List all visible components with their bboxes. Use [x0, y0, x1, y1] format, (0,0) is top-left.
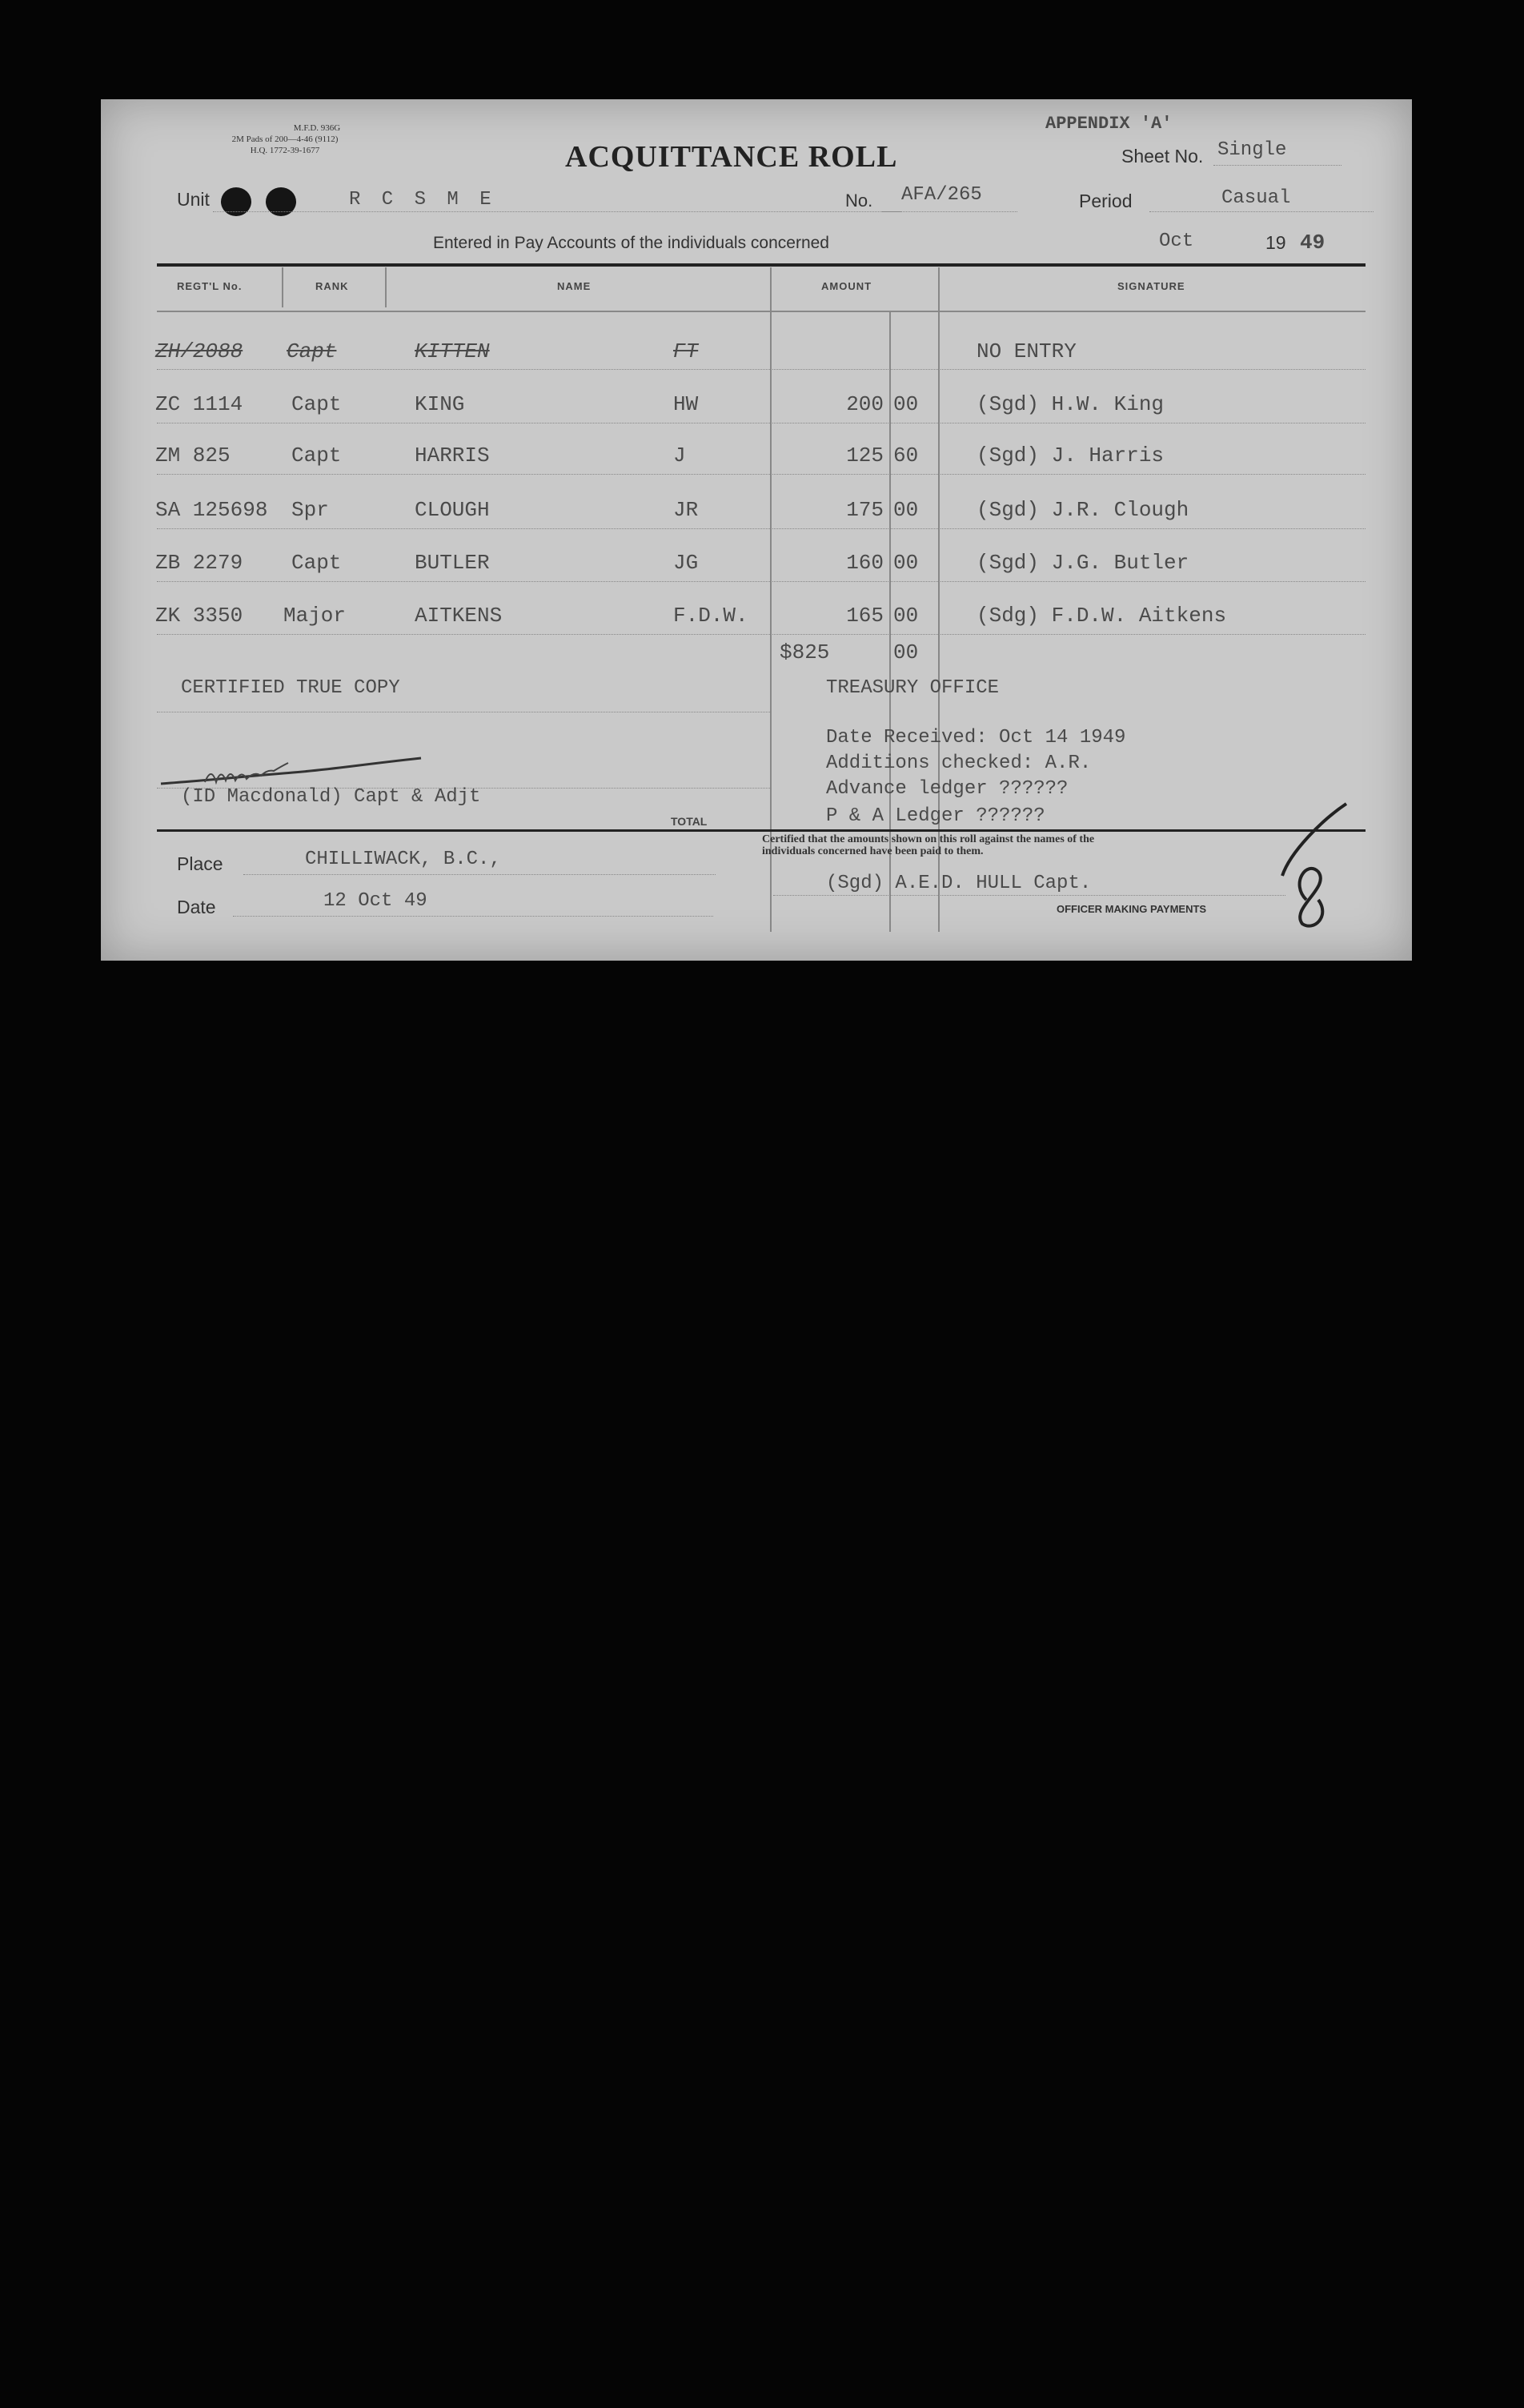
surname: CLOUGH: [415, 498, 490, 522]
amount-dollars: 175: [846, 498, 884, 522]
table-row: [101, 596, 1412, 644]
amount-cents: 00: [893, 551, 919, 575]
officer-label: OFFICER MAKING PAYMENTS: [1057, 903, 1207, 915]
place-label: Place: [177, 853, 223, 874]
date-received: Date Received: Oct 14 1949: [826, 727, 1126, 748]
advance-ledger: Advance ledger ??????: [826, 778, 1069, 800]
amount-cents: 60: [893, 443, 919, 468]
surname: KING: [415, 392, 465, 416]
form-id: M.F.D. 936G: [293, 123, 341, 133]
table-row: [101, 384, 1412, 432]
signature: (Sgd) H.W. King: [977, 392, 1165, 416]
appendix-label: APPENDIX 'A': [1045, 114, 1173, 134]
amount-dollars: 165: [846, 604, 884, 628]
unit-label: Unit: [177, 189, 210, 210]
sheet-no-value: Single: [1217, 139, 1287, 161]
rank: Spr: [291, 498, 329, 522]
date-label: Date: [177, 897, 216, 917]
surname: HARRIS: [415, 443, 490, 468]
col-header-regtl: REGT'L No.: [177, 280, 243, 292]
rank: Capt: [291, 551, 342, 575]
initials: J: [673, 443, 686, 468]
regtl-no: ZB 2279: [155, 551, 243, 575]
regtl-no: ZH/2088: [155, 339, 243, 363]
total-cents: 00: [893, 640, 919, 664]
amount-cents: 00: [893, 498, 919, 522]
amount-dollars: 125: [846, 443, 884, 468]
total-dollars: $825: [780, 640, 830, 664]
additions-checked: Additions checked: A.R.: [826, 752, 1092, 774]
handwritten-page-number-mark: [1258, 796, 1362, 932]
pa-ledger: P & A Ledger ??????: [826, 805, 1045, 827]
entered-month: Oct: [1159, 231, 1194, 252]
period-label: Period: [1079, 191, 1133, 211]
amount-cents: 00: [893, 392, 919, 416]
rank: Capt: [291, 443, 342, 468]
rank: Major: [283, 604, 347, 628]
table-row: [101, 331, 1412, 379]
rank: Capt: [291, 392, 342, 416]
place-value: CHILLIWACK, B.C.,: [305, 849, 501, 870]
amount-cents: 00: [893, 604, 919, 628]
signature: (Sdg) F.D.W. Aitkens: [977, 604, 1227, 628]
signature: (Sgd) J.G. Butler: [977, 551, 1189, 575]
col-header-amount: AMOUNT: [821, 280, 872, 292]
payment-certification-line-2: individuals concerned have been paid to them.: [762, 845, 984, 857]
amount-dollars: 200: [846, 392, 884, 416]
regtl-no: ZM 825: [155, 443, 231, 468]
initials: JG: [673, 551, 699, 575]
no-value: AFA/265: [901, 184, 982, 206]
regtl-no: SA 125698: [155, 498, 268, 522]
certified-true-copy: CERTIFIED TRUE COPY: [181, 677, 400, 699]
initials: JR: [673, 498, 699, 522]
page-title: ACQUITTANCE ROLL: [565, 140, 898, 174]
total-label: TOTAL: [671, 815, 708, 828]
signature: (Sgd) J.R. Clough: [977, 498, 1189, 522]
table-row: [101, 435, 1412, 484]
regtl-no: ZK 3350: [155, 604, 243, 628]
signature: (Sgd) J. Harris: [977, 443, 1165, 468]
date-value: 12 Oct 49: [323, 890, 427, 912]
officer-signature: (Sgd) A.E.D. HULL Capt.: [826, 873, 1092, 894]
entered-year-prefix: 19: [1265, 232, 1286, 253]
col-header-rank: RANK: [315, 280, 349, 292]
print-line-1: 2M Pads of 200—4-46 (9112): [231, 134, 339, 144]
entered-text: Entered in Pay Accounts of the individuals concerned: [433, 234, 829, 252]
initials: FT: [673, 339, 699, 363]
payment-certification-line-1: Certified that the amounts shown on this roll against the names of the: [762, 833, 1095, 845]
col-header-name: NAME: [557, 280, 592, 292]
table-row: [101, 490, 1412, 538]
surname: BUTLER: [415, 551, 490, 575]
initials: F.D.W.: [673, 604, 748, 628]
col-header-signature: SIGNATURE: [1117, 280, 1185, 292]
sheet-no-label: Sheet No.: [1121, 146, 1204, 167]
rank: Capt: [287, 339, 337, 363]
surname: AITKENS: [415, 604, 503, 628]
regtl-no: ZC 1114: [155, 392, 243, 416]
surname: KITTEN: [415, 339, 490, 363]
signature: NO ENTRY: [977, 339, 1077, 363]
period-value: Casual: [1221, 187, 1291, 209]
table-row: [101, 543, 1412, 591]
treasury-office: TREASURY OFFICE: [826, 677, 1000, 699]
entered-year-suffix: 49: [1300, 231, 1325, 255]
acquittance-roll-document: [101, 99, 1412, 961]
initials: HW: [673, 392, 699, 416]
amount-dollars: 160: [846, 551, 884, 575]
unit-value: R C S M E: [349, 189, 496, 211]
no-label: No.: [845, 191, 873, 211]
certified-signatory: (ID Macdonald) Capt & Adjt: [181, 786, 481, 808]
print-line-2: H.Q. 1772-39-1677: [250, 146, 320, 155]
